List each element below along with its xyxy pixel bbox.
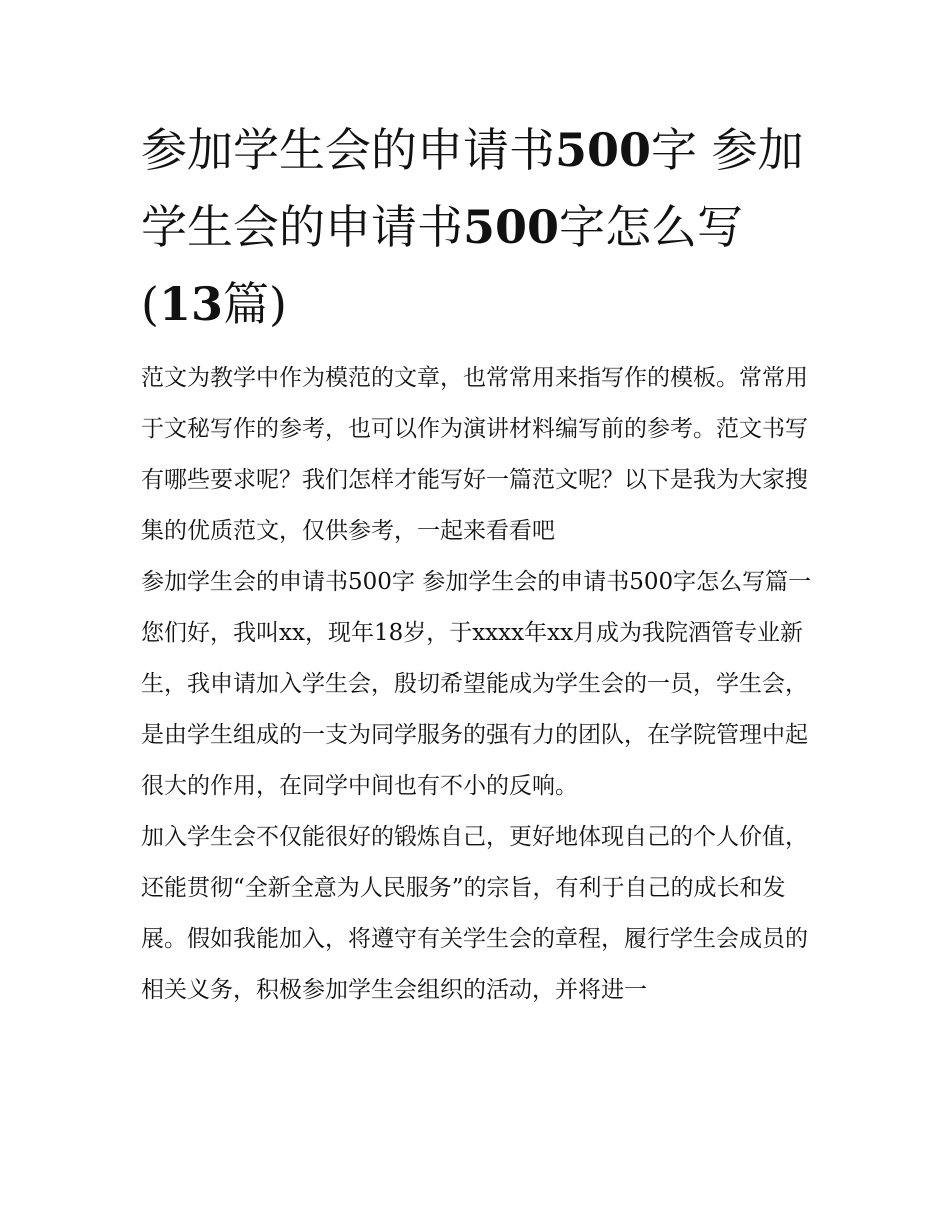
body-paragraph: 您们好，我叫xx，现年18岁，于xxxx年xx月成为我院酒管专业新生，我申请加入学生会，殷切希望能成为学生会的一员，学生会，是由学生组成的一支为同学服务的强有力的团队，在学院管理中起很大的作用，在同学中间也有不小的反响。 [141, 620, 808, 799]
body-paragraph: 加入学生会不仅能很好的锻炼自己，更好地体现自己的个人价值，还能贯彻“全新全意为人民服务”的宗旨，有利于自己的成长和发展。假如我能加入，将遵守有关学生会的章程，履行学生会成员的相关义务，积极参加学生会组织的活动，并将进一 [141, 824, 808, 1003]
document-title: 参加学生会的申请书500字 参加学生会的申请书500字怎么写(13篇) [141, 123, 804, 331]
document-body [141, 353, 813, 1016]
intro-paragraph: 范文为教学中作为模范的文章，也常常用来指写作的模板。常常用于文秘写作的参考，也可以作为演讲材料编写前的参考。范文书写有哪些要求呢？我们怎样才能写好一篇范文呢？以下是我为大家搜集的优质范文，仅供参考，一起来看看吧 [141, 365, 808, 544]
section-heading: 参加学生会的申请书500字 参加学生会的申请书500字怎么写篇一 [141, 569, 812, 595]
document-content [141, 112, 813, 1016]
